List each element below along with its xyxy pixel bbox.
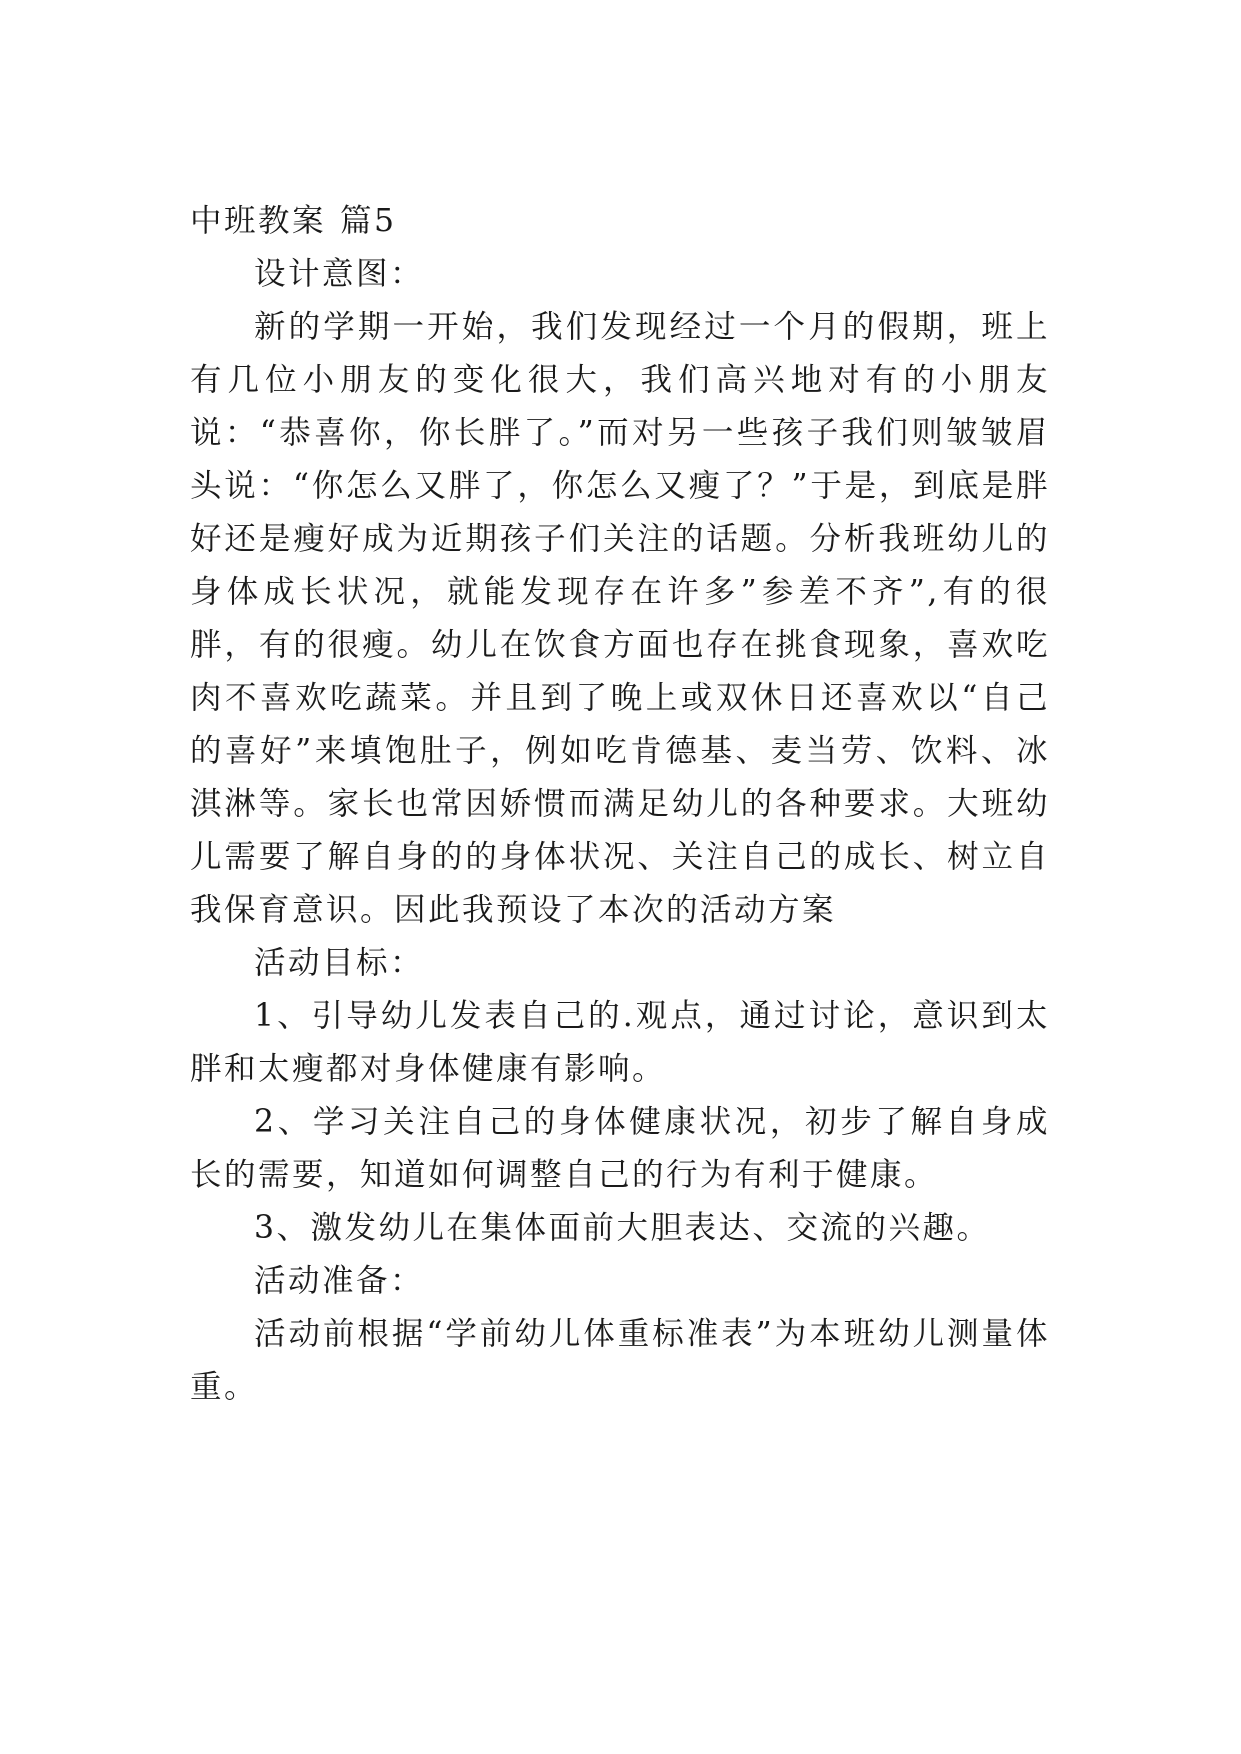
activity-prep-paragraph: 活动前根据“学前幼儿体重标准表”为本班幼儿测量体重。	[190, 1316, 1050, 1405]
design-intent-paragraph: 新的学期一开始，我们发现经过一个月的假期，班上有几位小朋友的变化很大，我们高兴地对有的小朋友说：“恭喜你，你长胖了。”而对另一些孩子我们则皱皱眉头说：“你怎么又胖了，你怎么又瘦了？”于是，到底是胖好还是瘦好成为近期孩子们关注的话题。分析我班幼儿的身体成长状况，就能发现存在许多”参差不齐”,有的很胖，有的很瘦。幼儿在饮食方面也存在挑食现象，喜欢吃肉不喜欢吃蔬菜。并且到了晚上或双休日还喜欢以“自己的喜好”来填饱肚子，例如吃肯德基、麦当劳、饮料、冰淇淋等。家长也常因娇惯而满足幼儿的各种要求。大班幼儿需要了解自身的的身体状况、关注自己的成长、树立自我保育意识。因此我预设了本次的活动方案	[190, 309, 1050, 928]
design-intent-heading: 设计意图：	[254, 256, 425, 292]
goal-item-1: 1、引导幼儿发表自己的.观点，通过讨论，意识到太胖和太瘦都对身体健康有影响。	[190, 998, 1050, 1087]
title-text: 中班教案	[190, 203, 327, 239]
document-title	[190, 195, 1050, 248]
document-page	[190, 195, 1050, 1414]
title-number: 篇5	[340, 203, 397, 239]
goal-item-3: 3、激发幼儿在集体面前大胆表达、交流的兴趣。	[254, 1210, 991, 1246]
activity-prep-heading: 活动准备：	[254, 1263, 425, 1299]
activity-goals-heading: 活动目标：	[254, 945, 425, 981]
goal-item-2: 2、学习关注自己的身体健康状况，初步了解自身成长的需要，知道如何调整自己的行为有利于健康。	[190, 1104, 1050, 1193]
